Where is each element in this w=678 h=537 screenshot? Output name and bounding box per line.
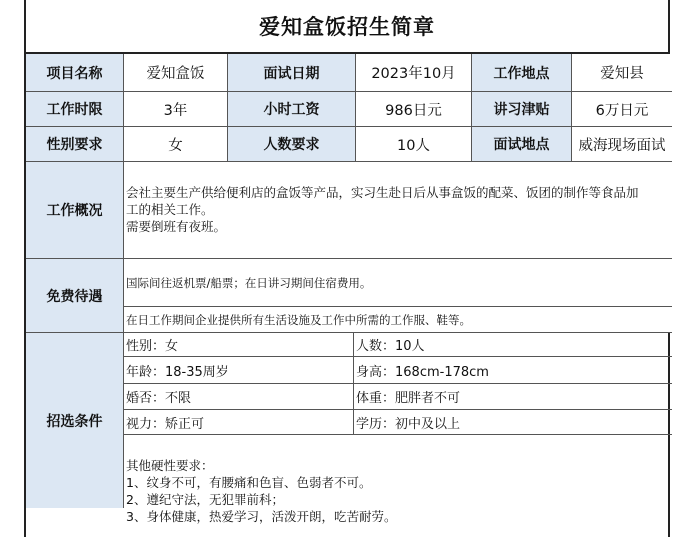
info-table [24,54,670,537]
overview-line-2: 工的相关工作。 [126,202,214,217]
other-requirement-3: 3、身体健康，热爱学习，活泼开朗，吃苦耐劳。 [126,509,397,524]
other-requirement-2: 2、遵纪守法，无犯罪前科； [126,492,284,507]
value-headcount: 10人 [356,127,472,162]
criteria-age: 年龄：18-35周岁 [124,357,354,384]
label-gender-requirement: 性别要求 [26,127,124,162]
benefits-line-1: 国际间往返机票/船票；在日讲习期间住宿费用。 [124,259,672,307]
label-project-name: 项目名称 [26,54,124,92]
other-requirements [124,435,672,524]
value-work-location: 爱知县 [572,54,672,92]
benefits-line-2: 在日工作期间企业提供所有生活设施及工作中所需的工作服、鞋等。 [124,307,672,333]
value-interview-date: 2023年10月 [356,54,472,92]
criteria-count: 人数：10人 [354,333,672,357]
value-project-name: 爱知盒饭 [124,54,228,92]
label-selection-criteria: 招选条件 [26,333,124,508]
criteria-vision: 视力：矫正可 [124,410,354,435]
label-training-allowance: 讲习津贴 [472,92,572,127]
criteria-gender: 性别：女 [124,333,354,357]
page-title: 爱知盒饭招生简章 [24,0,670,54]
criteria-weight: 体重：肥胖者不可 [354,384,672,410]
label-free-benefits: 免费待遇 [26,259,124,333]
selection-criteria-block [124,333,672,524]
value-training-allowance: 6万日元 [572,92,672,127]
value-gender-requirement: 女 [124,127,228,162]
other-requirement-1: 1、纹身不可，有腰痛和色盲、色弱者不可。 [126,475,372,490]
work-overview-text [124,162,672,259]
label-work-overview: 工作概况 [26,162,124,259]
criteria-height: 身高：168cm-178cm [354,357,672,384]
criteria-education: 学历：初中及以上 [354,410,672,435]
label-interview-location: 面试地点 [472,127,572,162]
label-interview-date: 面试日期 [228,54,356,92]
label-work-term: 工作时限 [26,92,124,127]
label-headcount: 人数要求 [228,127,356,162]
criteria-marital: 婚否：不限 [124,384,354,410]
label-hourly-wage: 小时工资 [228,92,356,127]
other-requirements-title: 其他硬性要求： [126,458,214,473]
value-hourly-wage: 986日元 [356,92,472,127]
overview-line-3: 需要倒班有夜班。 [126,219,227,234]
label-work-location: 工作地点 [472,54,572,92]
overview-line-1: 会社主要生产供给便利店的盒饭等产品，实习生赴日后从事盒饭的配菜、饭团的制作等食品加 [126,185,639,200]
value-work-term: 3年 [124,92,228,127]
value-interview-location: 威海现场面试 [572,127,672,162]
